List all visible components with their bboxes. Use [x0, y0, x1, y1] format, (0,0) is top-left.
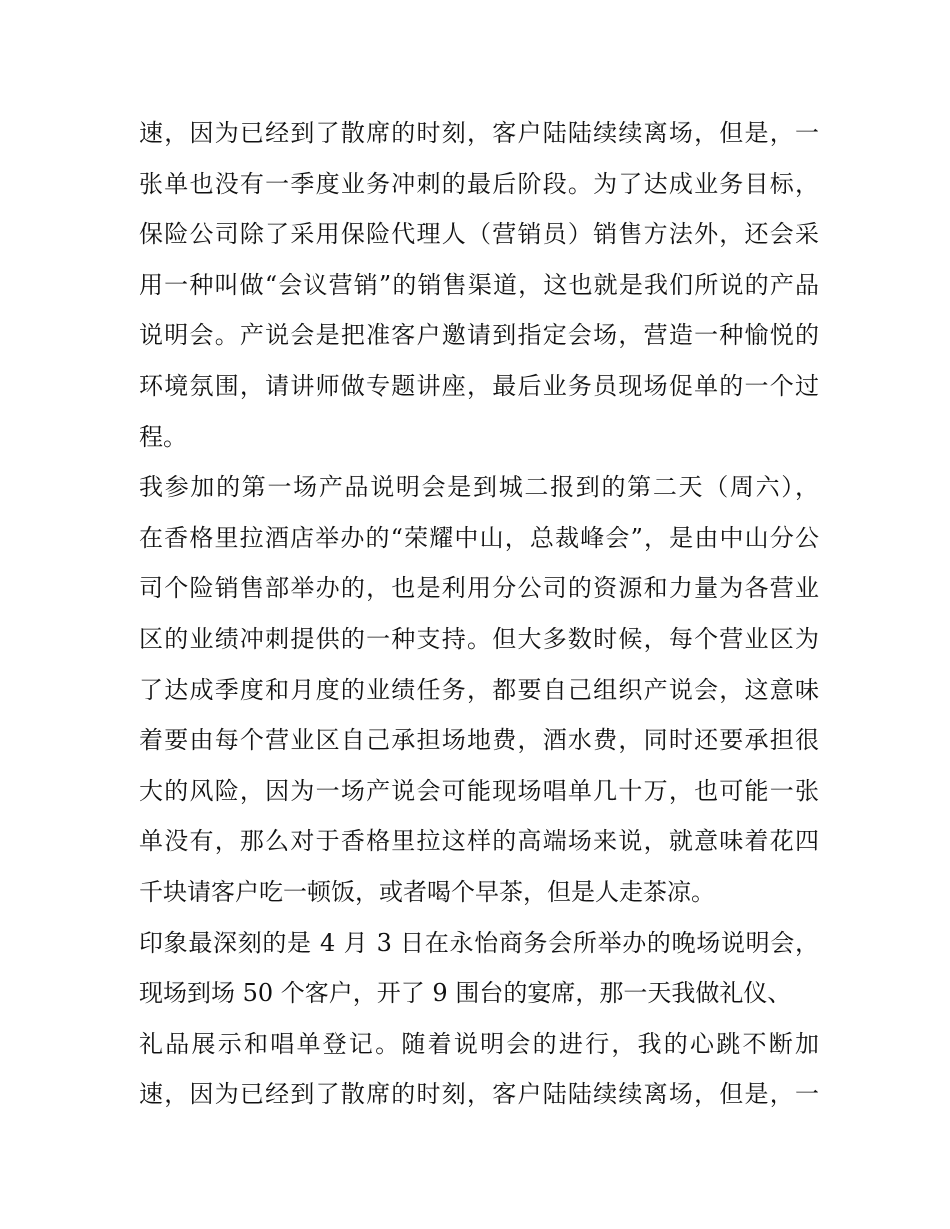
text-line: 千块请客户吃一顿饭，或者喝个早茶，但是人走茶凉。: [139, 877, 715, 906]
text-line: 在香格里拉酒店举办的“荣耀中山，总裁峰会”，是由中山分公: [139, 523, 819, 552]
text-line: 速，因为已经到了散席的时刻，客户陆陆续续离场，但是，一: [139, 1080, 819, 1109]
text-line: 张单也没有一季度业务冲刺的最后阶段。为了达成业务目标，: [139, 169, 819, 198]
text-line: 区的业绩冲刺提供的一种支持。但大多数时候，每个营业区为: [139, 624, 819, 653]
text-line: 了达成季度和月度的业绩任务，都要自己组织产说会，这意味: [139, 675, 819, 704]
text-line: 大的风险，因为一场产说会可能现场唱单几十万，也可能一张: [139, 776, 819, 805]
text-line: 现场到场 50 个客户，开了 9 围台的宴席，那一天我做礼仪、: [139, 979, 792, 1008]
text-line: 速，因为已经到了散席的时刻，客户陆陆续续离场，但是，一: [139, 119, 819, 147]
text-line: 说明会。产说会是把准客户邀请到指定会场，营造一种愉悦的: [139, 321, 819, 350]
text-line: 用一种叫做“会议营销”的销售渠道，这也就是我们所说的产品: [139, 270, 819, 299]
text-line: 司个险销售部举办的，也是利用分公司的资源和力量为各营业: [139, 574, 819, 603]
text-line: 单没有，那么对于香格里拉这样的高端场来说，就意味着花四: [139, 827, 819, 856]
text-line: 礼品展示和唱单登记。随着说明会的进行，我的心跳不断加: [139, 1029, 819, 1058]
body-text: [139, 108, 819, 1120]
text-line: 我参加的第一场产品说明会是到城二报到的第二天（周六），: [139, 473, 819, 502]
text-line: 环境氛围，请讲师做专题讲座，最后业务员现场促单的一个过: [139, 371, 819, 400]
text-line: 保险公司除了采用保险代理人（营销员）销售方法外，还会采: [139, 220, 819, 249]
text-line: 程。: [139, 422, 187, 451]
text-line: 印象最深刻的是 4 月 3 日在永怡商务会所举办的晚场说明会，: [139, 928, 819, 957]
text-line: 着要由每个营业区自己承担场地费，酒水费，同时还要承担很: [139, 726, 819, 755]
